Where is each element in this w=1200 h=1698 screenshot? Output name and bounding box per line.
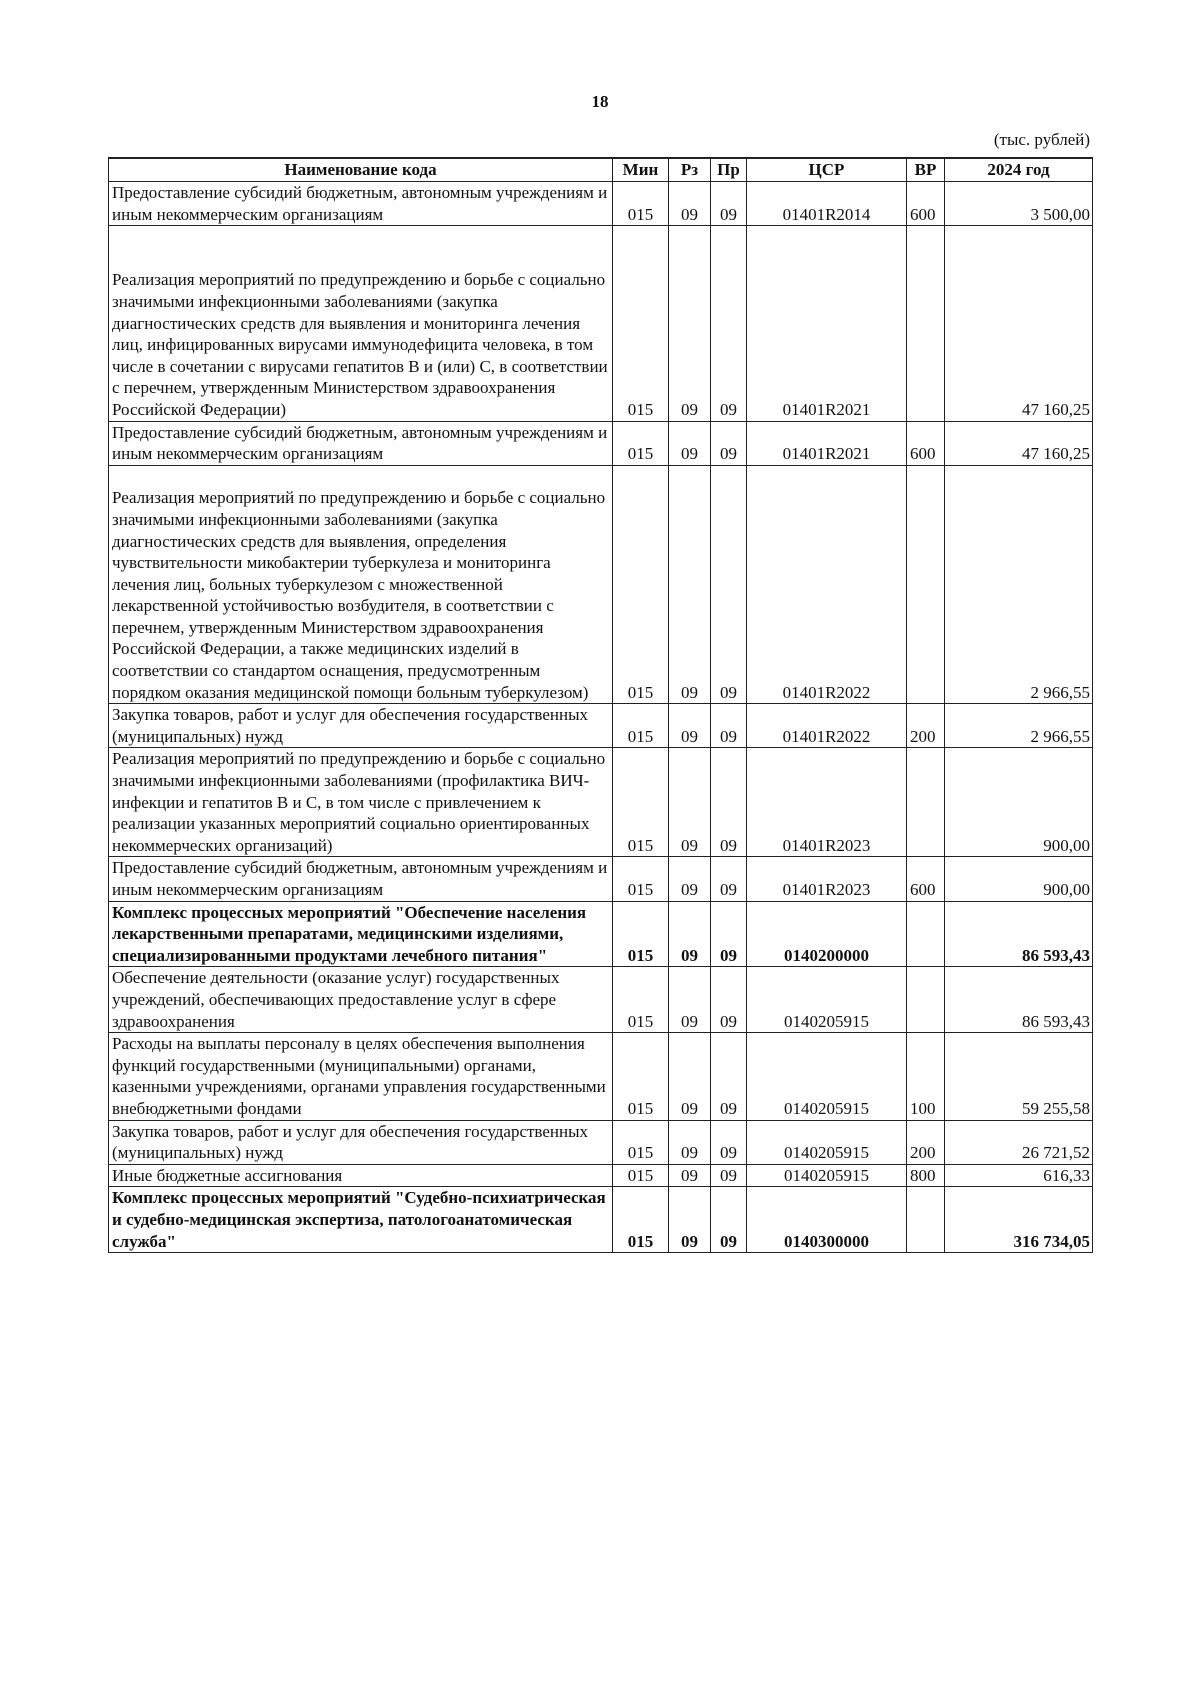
- cell-rz: 09: [669, 182, 711, 226]
- budget-table: [108, 157, 1093, 1253]
- cell-rz: 09: [669, 1187, 711, 1253]
- cell-name: Комплекс процессных мероприятий "Судебно-психиатрическая и судебно-медицинская экспертиза, патологоанатомическая служба": [109, 1187, 613, 1253]
- cell-amount: 2 966,55: [945, 704, 1093, 748]
- cell-min: 015: [613, 1033, 669, 1120]
- table-row: [109, 182, 1093, 226]
- cell-rz: 09: [669, 748, 711, 857]
- cell-amount: 86 593,43: [945, 901, 1093, 967]
- cell-pr: 09: [711, 421, 747, 465]
- cell-pr: 09: [711, 748, 747, 857]
- cell-pr: 09: [711, 465, 747, 704]
- cell-min: 015: [613, 704, 669, 748]
- cell-amount: 59 255,58: [945, 1033, 1093, 1120]
- cell-vr: 600: [907, 182, 945, 226]
- cell-name: Закупка товаров, работ и услуг для обеспечения государственных (муниципальных) нужд: [109, 704, 613, 748]
- cell-csr: 01401R2023: [747, 748, 907, 857]
- table-row: [109, 1033, 1093, 1120]
- cell-csr: 01401R2021: [747, 421, 907, 465]
- cell-amount: 3 500,00: [945, 182, 1093, 226]
- cell-name: Реализация мероприятий по предупреждению и борьбе с социально значимыми инфекционными заболеваниями (профилактика ВИЧ-инфекции и гепатитов В и С, в том числе с привлечением к реализации указанных мероприятий социально ориентированных некоммерческих организаций): [109, 748, 613, 857]
- header-rz: Рз: [669, 158, 711, 182]
- cell-csr: 01401R2022: [747, 465, 907, 704]
- table-row: [109, 901, 1093, 967]
- cell-min: 015: [613, 1164, 669, 1187]
- cell-name-text: Реализация мероприятий по предупреждению и борьбе с социально значимыми инфекционными заболеваниями (закупка диагностических средств для выявления и мониторинга лечения лиц, инфицированных вирусами иммунодефицита человека, в том числе в сочетании с вирусами гепатитов В и (или) С, в соответствии с перечнем, утвержденным Министерством здравоохранения Российской Федерации): [112, 270, 608, 419]
- cell-min: 015: [613, 748, 669, 857]
- table-row: [109, 1187, 1093, 1253]
- table-row: [109, 465, 1093, 704]
- cell-name: Обеспечение деятельности (оказание услуг) государственных учреждений, обеспечивающих предоставление услуг в сфере здравоохранения: [109, 967, 613, 1033]
- cell-name: Иные бюджетные ассигнования: [109, 1164, 613, 1187]
- cell-csr: 0140300000: [747, 1187, 907, 1253]
- cell-pr: 09: [711, 1120, 747, 1164]
- cell-amount: 2 966,55: [945, 465, 1093, 704]
- cell-min: 015: [613, 421, 669, 465]
- cell-csr: 0140205915: [747, 1033, 907, 1120]
- cell-pr: 09: [711, 1187, 747, 1253]
- cell-csr: 0140205915: [747, 967, 907, 1033]
- cell-min: 015: [613, 1187, 669, 1253]
- header-year: 2024 год: [945, 158, 1093, 182]
- cell-name: Предоставление субсидий бюджетным, автономным учреждениям и иным некоммерческим организациям: [109, 857, 613, 901]
- cell-name: [109, 465, 613, 704]
- cell-min: 015: [613, 857, 669, 901]
- cell-vr: [907, 226, 945, 421]
- cell-vr: 200: [907, 704, 945, 748]
- cell-rz: 09: [669, 857, 711, 901]
- table-header: [109, 158, 1093, 182]
- cell-name: [109, 226, 613, 421]
- cell-name: Закупка товаров, работ и услуг для обеспечения государственных (муниципальных) нужд: [109, 1120, 613, 1164]
- table-row: [109, 967, 1093, 1033]
- cell-amount: 900,00: [945, 748, 1093, 857]
- cell-name: Комплекс процессных мероприятий "Обеспечение населения лекарственными препаратами, медицинскими изделиями, специализированными продуктами лечебного питания": [109, 901, 613, 967]
- cell-rz: 09: [669, 421, 711, 465]
- table-row: [109, 857, 1093, 901]
- header-name: Наименование кода: [109, 158, 613, 182]
- cell-vr: [907, 967, 945, 1033]
- cell-rz: 09: [669, 1033, 711, 1120]
- table-row: [109, 1164, 1093, 1187]
- cell-vr: [907, 1187, 945, 1253]
- cell-min: 015: [613, 465, 669, 704]
- header-row: [109, 158, 1093, 182]
- units-label: (тыс. рублей): [993, 130, 1090, 149]
- cell-min: 015: [613, 901, 669, 967]
- cell-name: Расходы на выплаты персоналу в целях обеспечения выполнения функций государственными (муниципальными) органами, казенными учреждениями, органами управления государственными внебюджетными фондами: [109, 1033, 613, 1120]
- cell-name-text: Реализация мероприятий по предупреждению и борьбе с социально значимыми инфекционными заболеваниями (закупка диагностических средств для выявления, определения чувствительности микобактерии туберкулеза и мониторинга лечения лиц, больных туберкулезом с множественной лекарственной устойчивостью возбудителя, в соответствии с перечнем, утвержденным Министерством здравоохранения Российской Федерации, а также медицинских изделий в соответствии со стандартом оснащения, предусмотренным порядком оказания медицинской помощи больным туберкулезом): [112, 488, 606, 702]
- cell-rz: 09: [669, 465, 711, 704]
- table-row: [109, 748, 1093, 857]
- cell-rz: 09: [669, 1164, 711, 1187]
- cell-pr: 09: [711, 901, 747, 967]
- cell-amount: 86 593,43: [945, 967, 1093, 1033]
- cell-vr: 600: [907, 857, 945, 901]
- cell-name: Предоставление субсидий бюджетным, автономным учреждениям и иным некоммерческим организациям: [109, 182, 613, 226]
- cell-amount: 47 160,25: [945, 226, 1093, 421]
- cell-pr: 09: [711, 967, 747, 1033]
- cell-csr: 01401R2023: [747, 857, 907, 901]
- cell-rz: 09: [669, 1120, 711, 1164]
- cell-amount: 47 160,25: [945, 421, 1093, 465]
- header-min: Мин: [613, 158, 669, 182]
- cell-amount: 900,00: [945, 857, 1093, 901]
- table-row: [109, 421, 1093, 465]
- header-pr: Пр: [711, 158, 747, 182]
- cell-vr: 600: [907, 421, 945, 465]
- page-number: 18: [591, 92, 609, 111]
- cell-amount: 616,33: [945, 1164, 1093, 1187]
- table-row: [109, 226, 1093, 421]
- cell-vr: [907, 465, 945, 704]
- cell-vr: 200: [907, 1120, 945, 1164]
- cell-name: Предоставление субсидий бюджетным, автономным учреждениям и иным некоммерческим организациям: [109, 421, 613, 465]
- cell-pr: 09: [711, 857, 747, 901]
- cell-pr: 09: [711, 226, 747, 421]
- cell-pr: 09: [711, 182, 747, 226]
- cell-rz: 09: [669, 967, 711, 1033]
- cell-min: 015: [613, 182, 669, 226]
- cell-vr: 100: [907, 1033, 945, 1120]
- table-row: [109, 1120, 1093, 1164]
- cell-csr: 0140205915: [747, 1164, 907, 1187]
- cell-pr: 09: [711, 704, 747, 748]
- cell-min: 015: [613, 226, 669, 421]
- table-body: [109, 182, 1093, 1253]
- cell-pr: 09: [711, 1033, 747, 1120]
- cell-csr: 0140205915: [747, 1120, 907, 1164]
- cell-vr: 800: [907, 1164, 945, 1187]
- cell-vr: [907, 901, 945, 967]
- cell-min: 015: [613, 967, 669, 1033]
- cell-rz: 09: [669, 901, 711, 967]
- cell-csr: 01401R2021: [747, 226, 907, 421]
- cell-csr: 01401R2014: [747, 182, 907, 226]
- cell-amount: 316 734,05: [945, 1187, 1093, 1253]
- table-row: [109, 704, 1093, 748]
- cell-vr: [907, 748, 945, 857]
- cell-amount: 26 721,52: [945, 1120, 1093, 1164]
- cell-rz: 09: [669, 226, 711, 421]
- header-vr: ВР: [907, 158, 945, 182]
- cell-pr: 09: [711, 1164, 747, 1187]
- cell-rz: 09: [669, 704, 711, 748]
- header-csr: ЦСР: [747, 158, 907, 182]
- cell-min: 015: [613, 1120, 669, 1164]
- cell-csr: 0140200000: [747, 901, 907, 967]
- cell-csr: 01401R2022: [747, 704, 907, 748]
